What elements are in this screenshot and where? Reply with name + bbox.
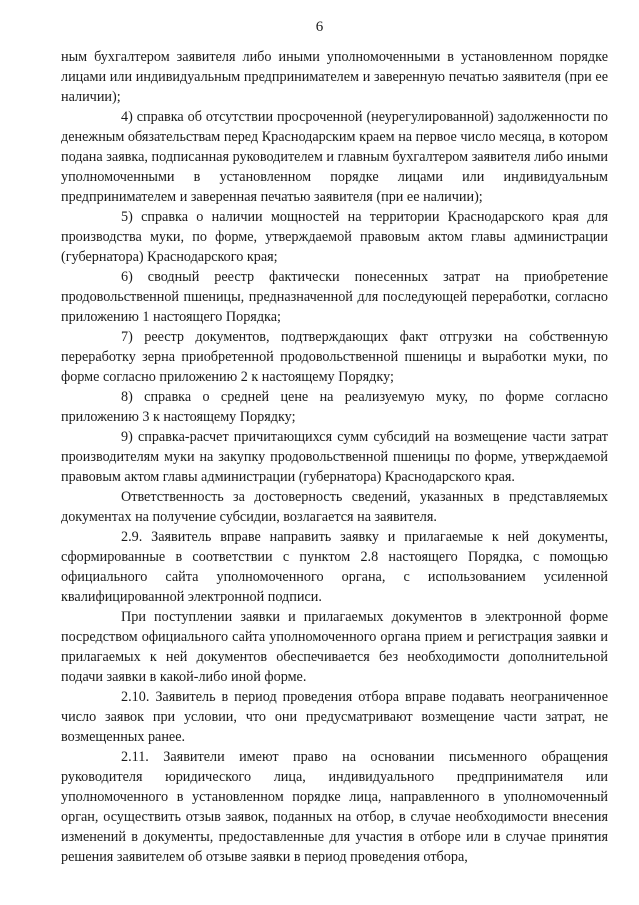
paragraph-item-6: 6) сводный реестр фактически понесенных затрат на приобретение продовольственной пшеницы, предназначенной для последующей переработки, согласно приложению 1 настоящего Порядка; (61, 269, 608, 325)
paragraph-item-7: 7) реестр документов, подтверждающих факт отгрузки на собственную переработку зерна приобретенной продовольственной пшеницы и выработки муки, по форме согласно приложению 2 к настоящему Порядку; (61, 329, 608, 385)
paragraph-responsibility: Ответственность за достоверность сведений, указанных в представляемых документах на получение субсидии, возлагается на заявителя. (61, 489, 608, 525)
paragraph-2-9: 2.9. Заявитель вправе направить заявку и прилагаемые к ней документы, сформированные в соответствии с пунктом 2.8 настоящего Порядка, с помощью официального сайта уполномоченного органа, с использованием усиленной квалифицированной электронной подписи. (61, 529, 608, 605)
page-number: 6 (315, 19, 324, 35)
paragraph-item-9: 9) справка-расчет причитающихся сумм субсидий на возмещение части затрат производителям муки на закупку продовольственной пшеницы по форме, утверждаемой правовым актом главы администрации (губернатора) Краснодарского края. (61, 429, 608, 485)
paragraph-item-4: 4) справка об отсутствии просроченной (неурегулированной) задолженности по денежным обязательствам перед Краснодарским краем на первое число месяца, в котором подана заявка, подписанная руководителем и главным бухгалтером заявителя либо иными уполномоченными в установленном порядке лицами или индивидуальным предпринимателем и заверенная печатью заявителя (при ее наличии); (61, 109, 608, 205)
paragraph-electronic-submission: При поступлении заявки и прилагаемых документов в электронной форме посредством официального сайта уполномоченного органа прием и регистрация заявки и прилагаемых к ней документов обеспечивается без необходимости дополнительной подачи заявки в какой-либо иной форме. (61, 609, 608, 685)
paragraph-2-10: 2.10. Заявитель в период проведения отбора вправе подавать неограниченное число заявок при условии, что они предусматривают возмещение части затрат, не возмещенных ранее. (61, 689, 608, 745)
document-body (61, 47, 608, 867)
paragraph-item-8: 8) справка о средней цене на реализуемую муку, по форме согласно приложению 3 к настоящему Порядку; (61, 389, 608, 425)
paragraph-item-5: 5) справка о наличии мощностей на территории Краснодарского края для производства муки, по форме, утверждаемой правовым актом главы администрации (губернатора) Краснодарского края; (61, 209, 608, 265)
paragraph-continuation: ным бухгалтером заявителя либо иными уполномоченными в установленном порядке лицами или индивидуальным предпринимателем и заверенную печатью заявителя (при ее наличии); (61, 49, 608, 105)
paragraph-2-11: 2.11. Заявители имеют право на основании письменного обращения руководителя юридического лица, индивидуального предпринимателя или уполномоченного в установленном порядке лица, направленного в уполномоченный орган, осуществить отзыв заявок, поданных на отбор, в случае необходимости внесения изменений в документы, предоставленные для участия в отборе или в случае принятия решения заявителем об отзыве заявки в период проведения отбора, (61, 749, 608, 865)
